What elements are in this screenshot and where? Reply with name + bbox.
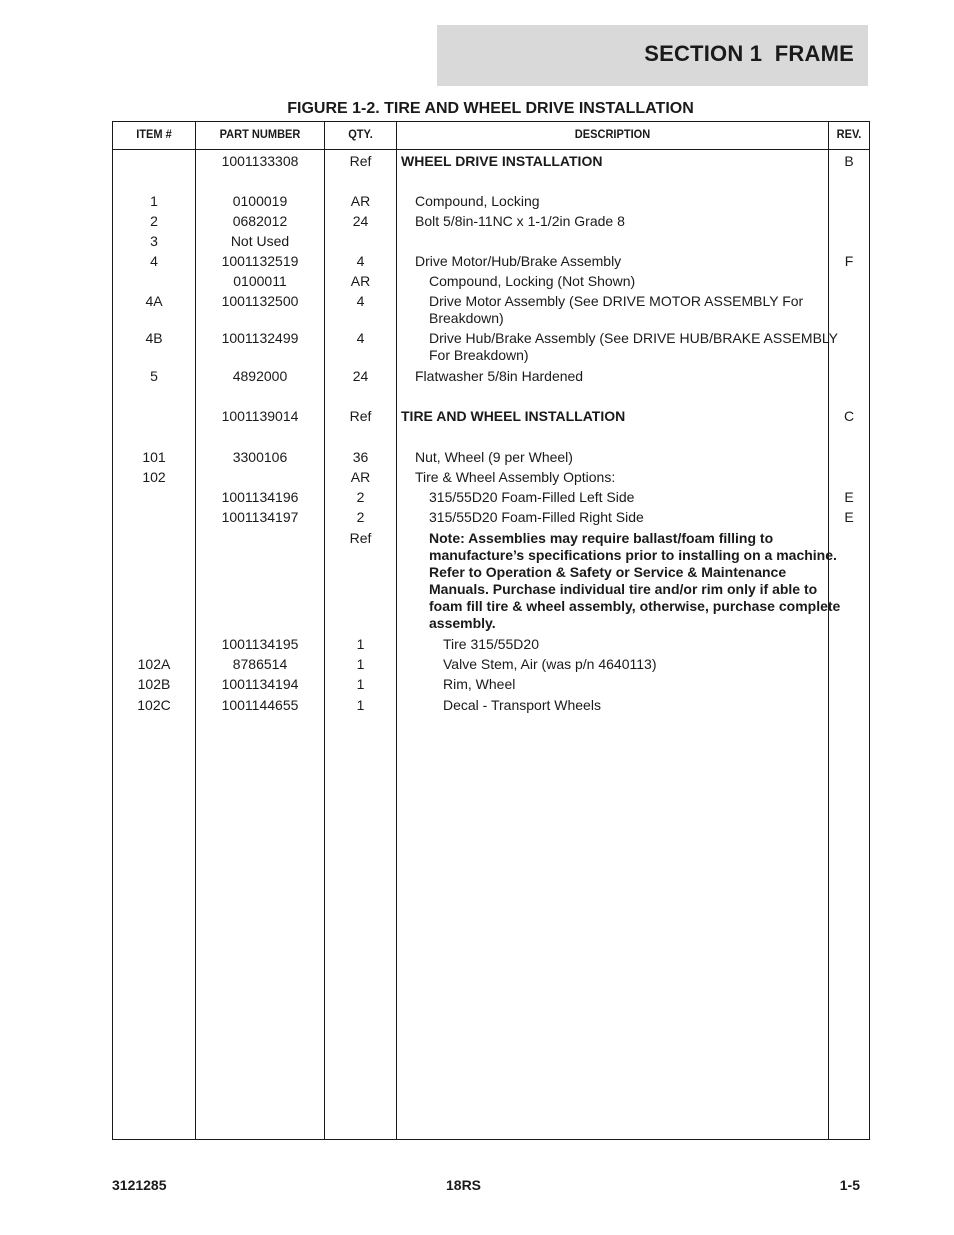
table-row: [113, 469, 869, 486]
qty-cell: 1: [356, 636, 365, 652]
qty-cell: 2: [356, 489, 365, 505]
table-row: [113, 193, 869, 210]
header-part-number: PART NUMBER: [219, 127, 301, 141]
header-item: ITEM #: [136, 127, 172, 141]
section-title: SECTION 1 FRAME: [644, 41, 854, 66]
description-cell: Tire 315/55D20: [443, 636, 539, 652]
qty-cell: 36: [352, 449, 369, 465]
qty-cell: 24: [352, 368, 369, 384]
part-number-cell: 0100019: [232, 193, 288, 209]
table-row: [113, 233, 869, 250]
description-cell: [401, 233, 833, 250]
description-cell: Compound, Locking: [415, 193, 540, 209]
table-row: [113, 253, 869, 270]
description-cell: Valve Stem, Air (was p/n 4640113): [443, 656, 657, 672]
part-number-cell: 1001134195: [221, 636, 299, 652]
description-cell: 315/55D20 Foam-Filled Left Side: [429, 489, 635, 505]
figure-title: FIGURE 1-2. TIRE AND WHEEL DRIVE INSTALLATION: [287, 100, 694, 117]
parts-table: [112, 121, 870, 1140]
part-number-cell: 1001132500: [221, 293, 299, 309]
table-row: [113, 213, 869, 230]
part-number-cell: 4892000: [232, 368, 288, 384]
qty-cell: 1: [356, 697, 365, 713]
rev-cell: F: [844, 253, 854, 269]
table-row: [113, 368, 869, 385]
qty-cell: AR: [350, 469, 371, 485]
qty-cell: 4: [356, 330, 365, 346]
rev-cell: E: [844, 509, 854, 525]
description-cell: Bolt 5/8in-11NC x 1-1/2in Grade 8: [415, 213, 625, 229]
footer-doc-number: 3121285: [112, 1177, 167, 1193]
part-number-cell: Not Used: [230, 233, 290, 249]
description-cell: Drive Hub/Brake Assembly (See DRIVE HUB/BRAKE ASSEMBLY For Breakdown): [429, 330, 838, 363]
footer-page-number: 1-5: [839, 1177, 860, 1193]
rev-cell: B: [844, 153, 854, 169]
description-cell: Nut, Wheel (9 per Wheel): [415, 449, 573, 465]
part-number-cell: 1001144655: [221, 697, 299, 713]
item-cell: 2: [150, 213, 158, 229]
table-row: [113, 408, 869, 425]
description-cell: Drive Motor/Hub/Brake Assembly: [415, 253, 622, 269]
table-row: [113, 636, 869, 653]
part-number-cell: 1001139014: [221, 408, 299, 424]
header-rev: REV.: [836, 127, 862, 141]
item-cell: 102: [142, 469, 166, 485]
description-cell: Drive Motor Assembly (See DRIVE MOTOR ASSEMBLY For Breakdown): [429, 293, 804, 326]
qty-cell: 1: [356, 656, 365, 672]
rev-cell: E: [844, 489, 854, 505]
qty-cell: 4: [356, 293, 365, 309]
footer-model: 18RS: [446, 1177, 482, 1193]
item-cell: 4B: [145, 330, 163, 346]
qty-cell: Ref: [349, 408, 372, 424]
item-cell: 5: [150, 368, 158, 384]
part-number-cell: 1001134194: [221, 676, 299, 692]
part-number-cell: 1001132519: [221, 253, 299, 269]
description-cell: 315/55D20 Foam-Filled Right Side: [429, 509, 644, 525]
qty-cell: 24: [352, 213, 369, 229]
header-description: DESCRIPTION: [574, 127, 651, 141]
qty-cell: AR: [350, 193, 371, 209]
description-cell: Tire & Wheel Assembly Options:: [415, 469, 616, 485]
table-row: [113, 509, 869, 526]
item-cell: 102C: [137, 697, 171, 713]
section-banner: [437, 25, 868, 86]
part-number-cell: 0682012: [232, 213, 288, 229]
description-cell: Flatwasher 5/8in Hardened: [415, 368, 584, 384]
item-cell: 4A: [145, 293, 163, 309]
qty-cell: 4: [356, 253, 365, 269]
part-number-cell: 3300106: [232, 449, 288, 465]
table-row: [113, 656, 869, 673]
part-number-cell: 1001133308: [221, 153, 299, 169]
qty-cell: AR: [350, 273, 371, 289]
description-cell: WHEEL DRIVE INSTALLATION: [401, 153, 603, 169]
table-row: [113, 530, 869, 632]
rev-cell: C: [843, 408, 855, 424]
table-row: [113, 449, 869, 466]
part-number-cell: 1001134197: [221, 509, 299, 525]
item-cell: 102A: [137, 656, 171, 672]
item-cell: 101: [142, 449, 166, 465]
qty-cell: Ref: [349, 530, 372, 546]
table-row: [113, 676, 869, 693]
qty-cell: Ref: [349, 153, 372, 169]
part-number-cell: 1001134196: [221, 489, 299, 505]
header-qty: QTY.: [348, 127, 373, 141]
part-number-cell: 0100011: [233, 273, 287, 289]
table-row: [113, 153, 869, 170]
table-body: [113, 150, 869, 714]
table-row: [113, 489, 869, 506]
description-cell: Note: Assemblies may require ballast/foam filling to manufacture’s specifications prior to installing on a machine. Refer to Operation & Safety or Service & Maintenance Manuals. Purchase individual tire and/or rim only if able to foam fill tire & wheel assembly, otherwise, purchase complete assembly.: [429, 530, 841, 631]
item-cell: 102B: [137, 676, 171, 692]
table-row: [113, 330, 869, 364]
item-cell: 1: [150, 193, 158, 209]
table-row: [113, 293, 869, 327]
qty-cell: 1: [356, 676, 365, 692]
part-number-cell: 8786514: [232, 656, 288, 672]
item-cell: 4: [150, 253, 158, 269]
table-row: [113, 273, 869, 290]
description-cell: TIRE AND WHEEL INSTALLATION: [401, 408, 626, 424]
table-row: [113, 697, 869, 714]
qty-cell: 2: [356, 509, 365, 525]
description-cell: Compound, Locking (Not Shown): [429, 273, 636, 289]
part-number-cell: 1001132499: [221, 330, 299, 346]
item-cell: 3: [150, 233, 158, 249]
description-cell: Decal - Transport Wheels: [443, 697, 601, 713]
description-cell: Rim, Wheel: [443, 676, 516, 692]
